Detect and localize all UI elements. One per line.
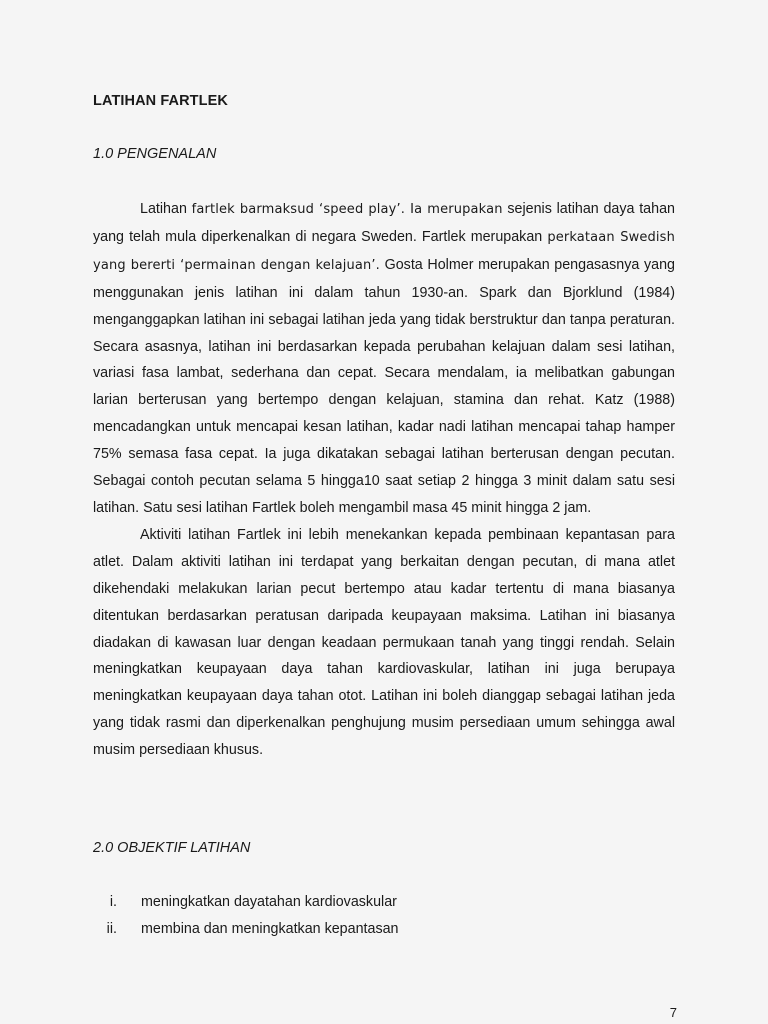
list-item: [93, 889, 399, 916]
objectives-list: [93, 889, 399, 943]
paragraph-text-alt-font: fartlek barmaksud ‘speed play’. Ia merupakan: [191, 202, 503, 217]
list-item-number: i.: [109, 894, 117, 910]
paragraph-text: Aktiviti latihan Fartlek ini lebih menekankan kepada pembinaan kepantasan para atlet. Dalam aktiviti latihan ini terdapat yang berkaitan dengan pecutan, di mana atlet dikehendaki melakukan larian pecut bertempo atau kadar tertentu di mana biasanya ditentukan berdasarkan peratusan daripada keupayaan maksima. Latihan ini biasanya diadakan di kawasan luar dengan keadaan permukaan tanah yang tinggi rendah. Selain meningkatkan keupayaan daya tahan kardiovaskular, latihan ini juga berupaya meningkatkan keupayaan daya tahan otot. Latihan ini boleh dianggap sebagai latihan jeda yang tidak rasmi dan diperkenalkan penghujung musim persediaan umum sehingga awal musim persediaan khusus.: [93, 526, 675, 759]
paragraph-1: [93, 196, 675, 522]
paragraph-text: Gosta Holmer merupakan pengasasnya yang menggunakan jenis latihan ini dalam tahun 1930-an. Spark dan Bjorklund (1984) menganggapkan latihan ini sebagai latihan jeda yang tidak berstruktur dan tanpa peraturan. Secara asasnya, latihan ini berdasarkan kepada perubahan kelajuan dalam sesi latihan, variasi fasa lambat, sederhana dan cepat. Secara mendalam, ia melibatkan gabungan larian berterusan yang bertempo dengan kelajuan, stamina dan rehat. Katz (1988) mencadangkan untuk mencapai kesan latihan, kadar nadi latihan mencapai tahap hamper 75% semasa fasa cepat. Ia juga dikatakan sebagai latihan berterusan dengan pecutan. Sebagai contoh pecutan selama 5 hingga10 saat setiap 2 hingga 3 minit dalam satu sesi latihan. Satu sesi latihan Fartlek boleh mengambil masa 45 minit hingga 2 jam.: [93, 256, 675, 516]
section-body-pengenalan: [93, 196, 675, 764]
list-item-text: membina dan meningkatkan kepantasan: [141, 921, 399, 937]
section-heading-objektif: 2.0 OBJEKTIF LATIHAN: [93, 840, 251, 856]
list-item: [93, 916, 399, 943]
page-number: 7: [669, 1005, 677, 1020]
paragraph-text: Latihan: [140, 201, 192, 217]
paragraph-text: sejenis latihan daya tahan yang telah mula diperkenalkan di negara Sweden. Fartlek merupakan: [93, 201, 675, 245]
document-title: LATIHAN FARTLEK: [93, 93, 228, 109]
paragraph-text-alt-font: perkataan Swedish yang bererti ‘permainan dengan kelajuan’.: [93, 229, 675, 273]
list-item-text: meningkatkan dayatahan kardiovaskular: [141, 894, 397, 910]
list-item-number: ii.: [106, 921, 117, 937]
section-heading-pengenalan: 1.0 PENGENALAN: [93, 146, 217, 162]
paragraph-2: [93, 522, 675, 764]
